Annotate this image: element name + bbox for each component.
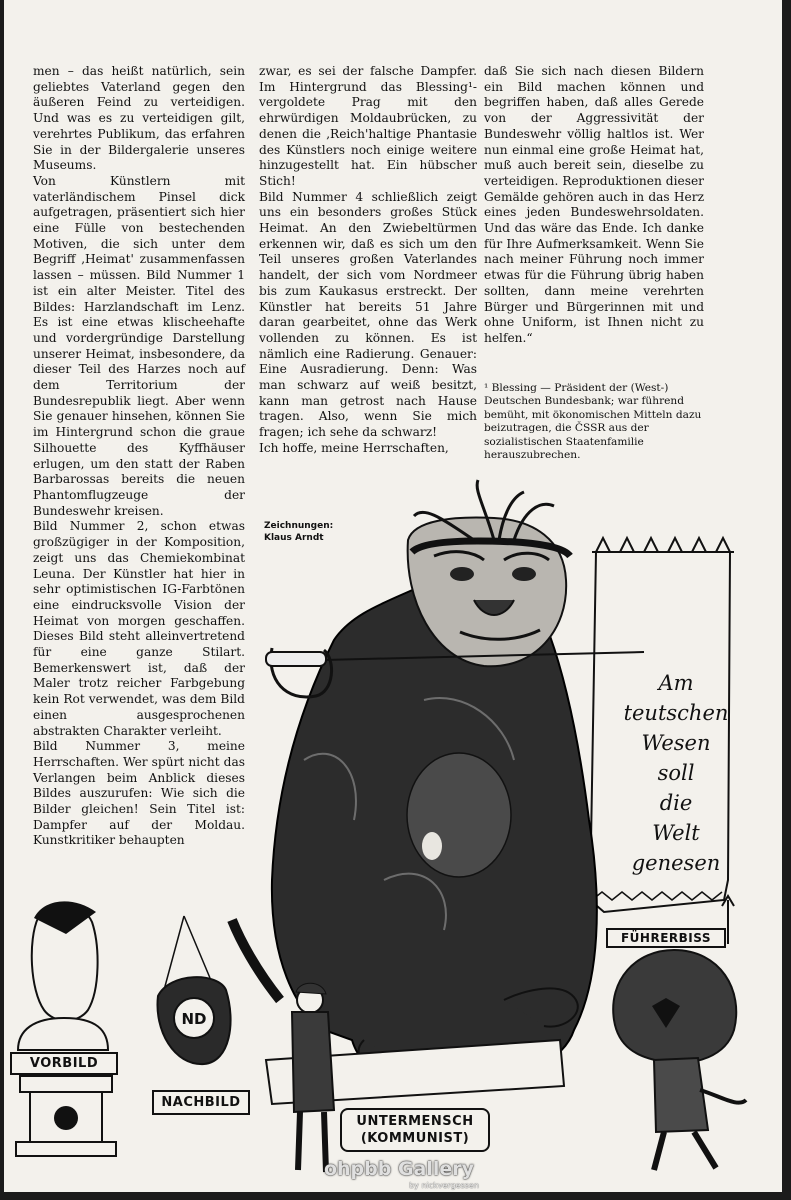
text-column-1: men – das heißt natürlich, sein geliebtes Vaterland gegen den äußeren Feind zu verteidigen. Und was es zu verteidigen gilt, verehrtes Publikum, das erfahren Sie in der Bildergalerie unseres Museums. Von Künstlern mit vaterländischem Pinsel dick aufgetragen, präsentiert sich hier eine Fülle von bestechenden Motiven, die sich unter dem Begriff ‚Heimat' zusammenfassen lassen – müssen. Bild Nummer 1 ist ein alter Meister. Titel des Bildes: Harzlandschaft im Lenz. Es ist eine etwas klischeehafte und vordergründige Darstellung unserer Heimat, insbesondere, da dieser Teil des Harzes noch auf dem Territorium der Bundesrepublik liegt. Aber wenn Sie genauer hinsehen, können Sie im Hintergrund schon die graue Silhouette des Kyffhäuser erlugen, um den statt der Raben Barbarossas bereits die neuen Phantomflugzeuge der Bundeswehr kreisen. Bild Nummer 2, schon etwas großzügiger in der Komposition, zeigt uns das Chemiekombinat Leuna. Der Künstler hat hier in sehr optimistischen IG-Farbtönen eine eindrucksvolle Vision der Heimat von morgen geschaffen. Dieses Bild steht alleinvertretend für eine ganze Stilart. Bemerkenswert ist, daß der Maler trotz reicher Farbgebung kein Rot verwendet, was dem Bild einen ausgesprochenen abstrakten Charakter verleiht. Bild Nummer 3, meine Herrschaften. Wer spürt nicht das Verlangen beim Anblick dieses Bildes auszurufen: Wie sich die Bilder gleichen! Sein Titel ist: Dampfer auf der Moldau. Kunstkritiker behaupten xyxy=(33,64,245,848)
emblem-text: ND xyxy=(181,1010,207,1028)
cartoon-illustration xyxy=(4,0,782,1192)
watermark: ohpbb Gallery xyxy=(323,1158,475,1180)
magazine-page xyxy=(4,0,782,1192)
label-untermensch: UNTERMENSCH (KOMMUNIST) xyxy=(340,1108,490,1152)
helmet-figure xyxy=(613,950,746,1170)
bust-figure xyxy=(16,901,116,1156)
gorilla-figure xyxy=(272,480,597,1073)
banner-text: Am teutschen Wesen soll die Welt genesen xyxy=(623,671,729,875)
text-column-2: zwar, es sei der falsche Dampfer. Im Hintergrund das Blessing¹-vergoldete Prag mit den ehrwürdigen Moldaubrücken, zu denen die ‚Reich'haltige Phantasie des Künstlers noch einige weitere hinzugestellt hat. Ein hübscher Stich! Bild Nummer 4 schließlich zeigt uns ein besonders großes Stück Heimat. An den Zwiebeltürmen erkennen wir, daß es sich um den Teil unseres großen Vaterlandes handelt, der sich vom Nordmeer bis zum Kaukasus erstreckt. Der Künstler hat bereits 51 Jahre daran gearbeitet, ohne das Werk vollenden zu können. Es ist nämlich eine Radierung. Genauer: Eine Ausradierung. Denn: Was man schwarz auf weiß besitzt, kann man getrost nach Hause tragen. Also, wenn Sie mich fragen; ich sehe da schwarz! Ich hoffe, meine Herrschaften, xyxy=(259,64,477,455)
footnote: ¹ Blessing — Präsident der (West-) Deutschen Bundesbank; war führend bemüht, mit ökonomischen Mitteln dazu beizutragen, die ČSSR aus der sozialistischen Staatenfamilie herauszubrechen. xyxy=(484,382,702,462)
label-nachbild: NACHBILD xyxy=(152,1090,250,1115)
label-fuehrerbiss: FÜHRERBISS xyxy=(606,928,726,948)
illustration-credit: Zeichnungen: Klaus Arndt xyxy=(264,521,334,543)
watermark-sub: by nickvergessen xyxy=(409,1181,479,1190)
hanging-emblem xyxy=(157,916,230,1064)
text-column-3: daß Sie sich nach diesen Bildern ein Bild machen können und begriffen haben, daß alles Gerede von der Aggressivität der Bundeswehr völlig haltlos ist. Wer nun einmal eine große Heimat hat, muß auch bereit sein, dieselbe zu verteidigen. Reproduktionen dieser Gemälde gehören auch in das Herz eines jeden Bundeswehrsoldaten. Und das wäre das Ende. Ich danke für Ihre Aufmerksamkeit. Wenn Sie nach meiner Führung noch immer etwas für die Führung übrig haben sollten, dann meine verehrten Bürger und Bürgerinnen mit und ohne Uniform, ist Ihnen nicht zu helfen.“ xyxy=(484,64,704,345)
label-vorbild: VORBILD xyxy=(10,1052,118,1075)
